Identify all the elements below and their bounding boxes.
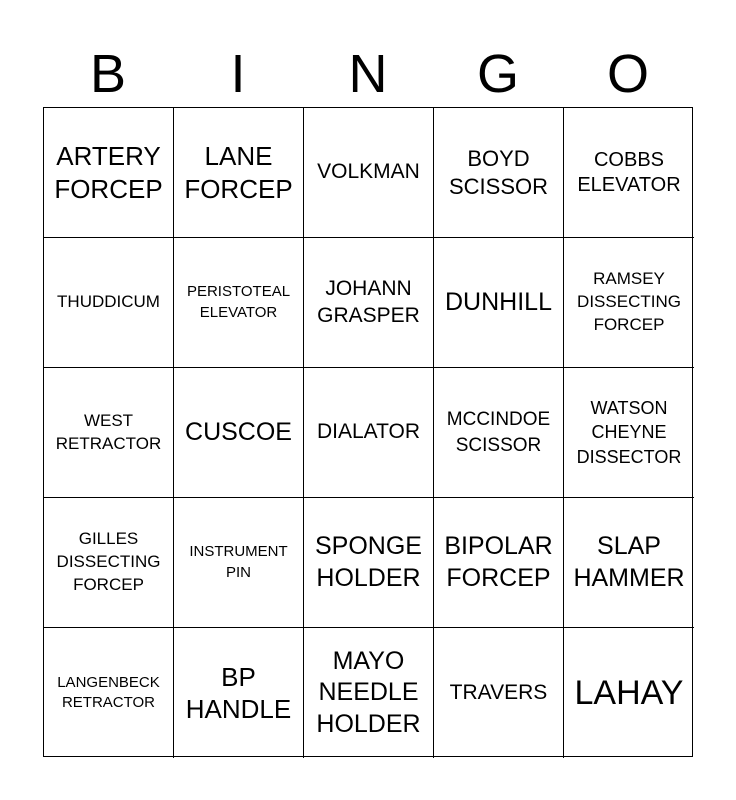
cell-label: INSTRUMENT PIN	[189, 543, 288, 581]
bingo-cell-r1c1[interactable]	[44, 108, 174, 238]
cell-label: COBBS ELEVATOR	[577, 148, 681, 196]
header-letter-n: N	[348, 44, 388, 104]
bingo-cell-r1c5[interactable]	[564, 108, 694, 238]
bingo-cell-r4c4[interactable]	[434, 498, 564, 628]
bingo-cell-r2c2[interactable]	[174, 238, 304, 368]
cell-label: WATSON CHEYNE DISSECTOR	[576, 398, 682, 467]
header-letter-i: I	[230, 44, 246, 104]
bingo-cell-r5c4[interactable]	[434, 628, 564, 758]
cell-label: GILLES DISSECTING FORCEP	[56, 529, 161, 594]
cell-label: BOYD SCISSOR	[448, 146, 549, 199]
bingo-cell-r3c4[interactable]	[434, 368, 564, 498]
cell-label: BIPOLAR FORCEP	[444, 532, 553, 592]
bingo-cell-r5c2[interactable]	[174, 628, 304, 758]
cell-label: THUDDICUM	[57, 292, 160, 312]
cell-label: MCCINDOE SCISSOR	[446, 408, 551, 456]
cell-label: MAYO NEEDLE HOLDER	[316, 647, 421, 738]
bingo-cell-r4c3[interactable]	[304, 498, 434, 628]
bingo-cell-r4c2[interactable]	[174, 498, 304, 628]
bingo-cell-r3c2[interactable]	[174, 368, 304, 498]
bingo-header	[43, 40, 693, 108]
cell-label: RAMSEY DISSECTING FORCEP	[577, 269, 681, 334]
cell-label: BP HANDLE	[185, 661, 292, 724]
bingo-cell-r3c3[interactable]	[304, 368, 434, 498]
bingo-cell-r2c1[interactable]	[44, 238, 174, 368]
cell-label: PERISTOTEAL ELEVATOR	[186, 283, 291, 321]
cell-label: SLAP HAMMER	[573, 532, 685, 592]
bingo-cell-r3c1[interactable]	[44, 368, 174, 498]
bingo-cell-r2c4[interactable]	[434, 238, 564, 368]
cell-label: LANGENBECK RETRACTOR	[57, 673, 160, 711]
bingo-cell-r1c3[interactable]	[304, 108, 434, 238]
cell-label: LAHAY	[574, 673, 684, 712]
header-letter-b: B	[89, 44, 127, 104]
header-letter-g: G	[476, 44, 519, 104]
bingo-cell-r1c4[interactable]	[434, 108, 564, 238]
bingo-cell-r3c5[interactable]	[564, 368, 694, 498]
cell-label: TRAVERS	[449, 680, 548, 704]
cell-label: CUSCOE	[185, 417, 292, 446]
cell-label: DUNHILL	[445, 287, 552, 316]
bingo-cell-r2c3[interactable]	[304, 238, 434, 368]
bingo-card-grid	[43, 107, 693, 757]
cell-label: ARTERY FORCEP	[54, 141, 163, 204]
bingo-cell-r2c5[interactable]	[564, 238, 694, 368]
cell-label: VOLKMAN	[317, 160, 420, 184]
header-letter-o: O	[606, 44, 649, 104]
bingo-cell-r1c2[interactable]	[174, 108, 304, 238]
bingo-cell-r5c5[interactable]	[564, 628, 694, 758]
cell-label: SPONGE HOLDER	[315, 532, 422, 592]
cell-label: WEST RETRACTOR	[55, 410, 162, 453]
bingo-cell-r5c3[interactable]	[304, 628, 434, 758]
cell-label: LANE FORCEP	[184, 141, 293, 204]
bingo-cell-r4c1[interactable]	[44, 498, 174, 628]
bingo-cell-r5c1[interactable]	[44, 628, 174, 758]
cell-label: JOHANN GRASPER	[317, 277, 420, 327]
cell-label: DIALATOR	[316, 420, 421, 444]
bingo-cell-r4c5[interactable]	[564, 498, 694, 628]
